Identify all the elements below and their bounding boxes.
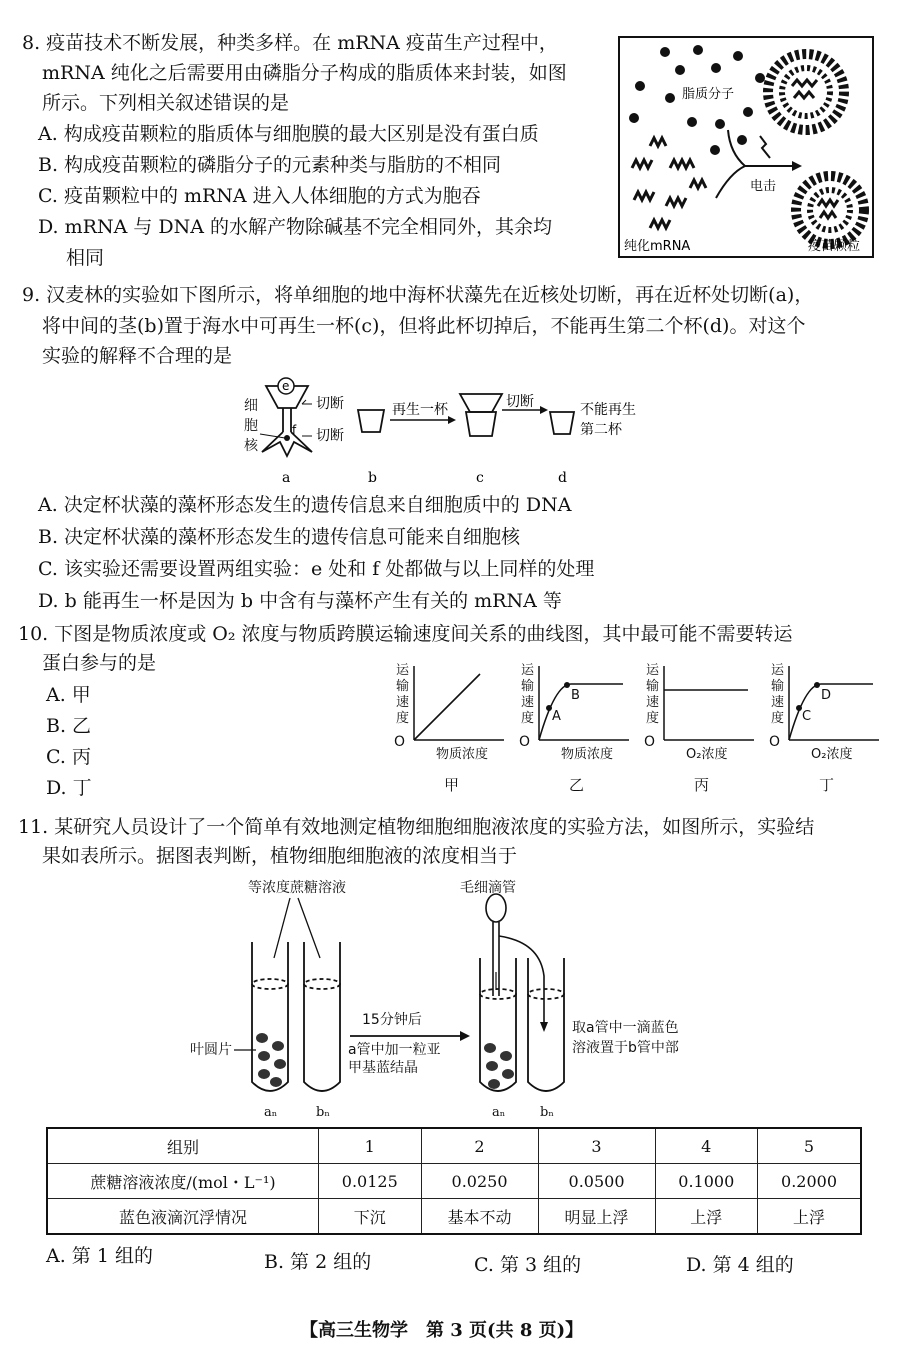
q9-stem-line-3: 实验的解释不合理的是 bbox=[42, 345, 233, 367]
liposome-top bbox=[768, 54, 844, 130]
graph-origin: O bbox=[394, 734, 406, 750]
q10-stem-line-1: 10. 下图是物质浓度或 O₂ 浓度与物质跨膜运输速度间关系的曲线图，其中最可能不需要转运 bbox=[18, 623, 793, 645]
graph-xlabel: 物质浓度 bbox=[436, 747, 489, 762]
q11-results-table bbox=[46, 1127, 862, 1235]
q10-graphs bbox=[388, 656, 878, 796]
vaccine-particle-icon bbox=[796, 176, 864, 244]
sucrose-label: 等浓度蔗糖溶液 bbox=[248, 880, 346, 896]
alga-a bbox=[262, 386, 312, 456]
graph-ylabel: 度 bbox=[771, 711, 785, 726]
label-c: c bbox=[476, 470, 484, 486]
table-cell: 0.0125 bbox=[319, 1164, 422, 1199]
tubes-left bbox=[252, 942, 340, 1091]
cut-label-3: 切断 bbox=[506, 394, 534, 410]
table-cell: 上浮 bbox=[655, 1199, 758, 1235]
graph-point-label: A bbox=[552, 709, 561, 724]
graph-point-label: B bbox=[571, 688, 580, 703]
graph-curve bbox=[414, 674, 480, 740]
noregen-label-2: 第二杯 bbox=[580, 422, 622, 438]
step3b-label: 溶液置于b管中部 bbox=[572, 1040, 679, 1056]
leaf-discs-left bbox=[256, 1033, 286, 1087]
graph-origin: O bbox=[769, 734, 781, 750]
table-cell: 0.1000 bbox=[655, 1164, 758, 1199]
nucleus-label-1: 细 bbox=[244, 398, 258, 414]
graph-origin: O bbox=[644, 734, 656, 750]
label-f: f bbox=[292, 423, 297, 437]
graph-ylabel: 速 bbox=[396, 695, 410, 710]
label-e: e bbox=[282, 379, 290, 393]
graph-name: 丙 bbox=[694, 776, 710, 794]
table-cell: 下沉 bbox=[319, 1199, 422, 1235]
cut-label-1: 切断 bbox=[316, 396, 344, 412]
q10-option-a: A. 甲 bbox=[46, 684, 91, 706]
q8-option-a: A. 构成疫苗颗粒的脂质体与细胞膜的最大区别是没有蛋白质 bbox=[38, 123, 539, 145]
mrna-label: 纯化mRNA bbox=[624, 239, 691, 254]
table-cell: 3 bbox=[538, 1128, 655, 1164]
capillary-icon bbox=[486, 894, 544, 1022]
q9-option-c: C. 该实验还需要设置两组实验：e 处和 f 处都做与以上同样的处理 bbox=[38, 558, 595, 580]
graph-ylabel: 速 bbox=[646, 695, 660, 710]
table-cell: 1 bbox=[319, 1128, 422, 1164]
noregen-label-1: 不能再生 bbox=[580, 402, 636, 418]
graph-xlabel: 物质浓度 bbox=[561, 747, 614, 762]
graph-ylabel: 度 bbox=[396, 711, 410, 726]
q11-option-b: B. 第 2 组的 bbox=[264, 1251, 372, 1273]
particle-label: 疫苗颗粒 bbox=[808, 239, 861, 254]
table-cell: 0.2000 bbox=[758, 1164, 861, 1199]
q11-option-a: A. 第 1 组的 bbox=[46, 1245, 153, 1267]
label-b: b bbox=[368, 470, 377, 486]
graph-xlabel: O₂浓度 bbox=[686, 747, 728, 762]
q8-option-c: C. 疫苗颗粒中的 mRNA 进入人体细胞的方式为胞吞 bbox=[38, 185, 481, 207]
graph-ylabel: 速 bbox=[521, 695, 535, 710]
capillary-label: 毛细滴管 bbox=[460, 880, 516, 896]
step1-label: 15分钟后 bbox=[362, 1012, 422, 1028]
graph-point bbox=[814, 682, 820, 688]
q9-figure bbox=[240, 372, 660, 488]
leaf-label: 叶圆片 bbox=[190, 1042, 232, 1058]
table-header-row bbox=[47, 1128, 861, 1164]
q11-stem-line-2: 果如表所示。据图表判断，植物细胞细胞液的浓度相当于 bbox=[42, 845, 518, 867]
graph-ylabel: 运 bbox=[396, 663, 410, 678]
q8-stem-line-1: 8. 疫苗技术不断发展，种类多样。在 mRNA 疫苗生产过程中， bbox=[22, 32, 558, 54]
label-a: a bbox=[282, 470, 291, 486]
graph-point bbox=[564, 682, 570, 688]
table-cell: 0.0250 bbox=[421, 1164, 538, 1199]
q8-option-d-cont: 相同 bbox=[66, 247, 105, 269]
table-cell: 明显上浮 bbox=[538, 1199, 655, 1235]
tube-label-1: aₙ bbox=[264, 1105, 278, 1120]
step2a-label: a管中加一粒亚 bbox=[348, 1042, 441, 1058]
nucleus-label-3: 核 bbox=[244, 438, 258, 454]
graph-xlabel: O₂浓度 bbox=[811, 747, 853, 762]
q9-stem-line-1: 9. 汉麦林的实验如下图所示，将单细胞的地中海杯状藻先在近核处切断，再在近杯处切断(a)， bbox=[22, 284, 814, 306]
mrna-strands bbox=[632, 138, 706, 228]
label-d: d bbox=[558, 470, 567, 486]
q9-option-d: D. b 能再生一杯是因为 b 中含有与藻杯产生有关的 mRNA 等 bbox=[38, 590, 562, 612]
q9-stem-line-2: 将中间的茎(b)置于海水中可再生一杯(c)，但将此杯切掉后，不能再生第二个杯(d)。对这个 bbox=[42, 315, 806, 337]
q10-option-d: D. 丁 bbox=[46, 777, 92, 799]
graph-name: 甲 bbox=[444, 776, 460, 794]
graph-ylabel: 运 bbox=[771, 663, 785, 678]
q11-option-c: C. 第 3 组的 bbox=[474, 1254, 582, 1276]
step2b-label: 甲基蓝结晶 bbox=[348, 1060, 418, 1076]
q11-option-d: D. 第 4 组的 bbox=[686, 1254, 794, 1276]
alga-c bbox=[460, 394, 502, 436]
graph-ylabel: 运 bbox=[521, 663, 535, 678]
graph-ylabel: 输 bbox=[521, 679, 535, 694]
q8-option-b: B. 构成疫苗颗粒的磷脂分子的元素种类与脂肪的不相同 bbox=[38, 154, 502, 176]
graph-point-label: C bbox=[802, 709, 812, 724]
lipid-label: 脂质分子 bbox=[682, 87, 735, 102]
tube-label-3: aₙ bbox=[492, 1105, 506, 1120]
graph-name: 丁 bbox=[819, 776, 835, 794]
alga-b bbox=[358, 410, 384, 432]
q10-option-b: B. 乙 bbox=[46, 715, 92, 737]
q11-figure bbox=[190, 872, 730, 1120]
table-cell: 蔗糖溶液浓度/(mol・L⁻¹) bbox=[47, 1164, 319, 1199]
leaf-discs-right bbox=[484, 1043, 514, 1089]
graph-ylabel: 度 bbox=[646, 711, 660, 726]
q10-stem-line-2: 蛋白参与的是 bbox=[42, 652, 157, 674]
table-row bbox=[47, 1199, 861, 1235]
q8-stem-line-2: mRNA 纯化之后需要用由磷脂分子构成的脂质体来封装，如图 bbox=[42, 62, 567, 84]
page-footer: 【高三生物学 第 3 页(共 8 页)】 bbox=[300, 1320, 584, 1341]
cut-label-2: 切断 bbox=[316, 428, 344, 444]
graph-ylabel: 度 bbox=[521, 711, 535, 726]
lightning-icon bbox=[760, 136, 770, 158]
step3a-label: 取a管中一滴蓝色 bbox=[572, 1020, 679, 1036]
q9-option-b: B. 决定杯状藻的藻杯形态发生的遗传信息可能来自细胞核 bbox=[38, 526, 521, 548]
graph-ylabel: 输 bbox=[771, 679, 785, 694]
graph-point-label: D bbox=[821, 688, 832, 703]
graph-ylabel: 运 bbox=[646, 663, 660, 678]
graph-ylabel: 输 bbox=[646, 679, 660, 694]
table-cell: 5 bbox=[758, 1128, 861, 1164]
q8-stem-line-3: 所示。下列相关叙述错误的是 bbox=[42, 92, 290, 114]
graph-ylabel: 速 bbox=[771, 695, 785, 710]
q10-option-c: C. 丙 bbox=[46, 746, 91, 768]
q8-figure bbox=[618, 36, 874, 258]
tube-label-4: bₙ bbox=[540, 1105, 554, 1120]
tube-label-2: bₙ bbox=[316, 1105, 330, 1120]
table-cell: 0.0500 bbox=[538, 1164, 655, 1199]
table-cell: 基本不动 bbox=[421, 1199, 538, 1235]
q11-stem-line-1: 11. 某研究人员设计了一个简单有效地测定植物细胞细胞液浓度的实验方法，如图所示，实验结 bbox=[18, 816, 815, 838]
nucleus-label-2: 胞 bbox=[244, 418, 258, 434]
graph-ylabel: 输 bbox=[396, 679, 410, 694]
shock-label: 电击 bbox=[750, 179, 777, 194]
q8-option-d: D. mRNA 与 DNA 的水解产物除碱基不完全相同外，其余均 bbox=[38, 216, 553, 238]
table-cell: 蓝色液滴沉浮情况 bbox=[47, 1199, 319, 1235]
graph-origin: O bbox=[519, 734, 531, 750]
table-cell: 2 bbox=[421, 1128, 538, 1164]
table-cell: 组别 bbox=[47, 1128, 319, 1164]
regen-label: 再生一杯 bbox=[392, 402, 448, 418]
table-cell: 上浮 bbox=[758, 1199, 861, 1235]
alga-d bbox=[550, 412, 574, 434]
table-cell: 4 bbox=[655, 1128, 758, 1164]
graph-name: 乙 bbox=[569, 776, 585, 794]
q9-option-a: A. 决定杯状藻的藻杯形态发生的遗传信息来自细胞质中的 DNA bbox=[38, 494, 572, 516]
q8-figure-drawing bbox=[620, 38, 872, 256]
table-row bbox=[47, 1164, 861, 1199]
